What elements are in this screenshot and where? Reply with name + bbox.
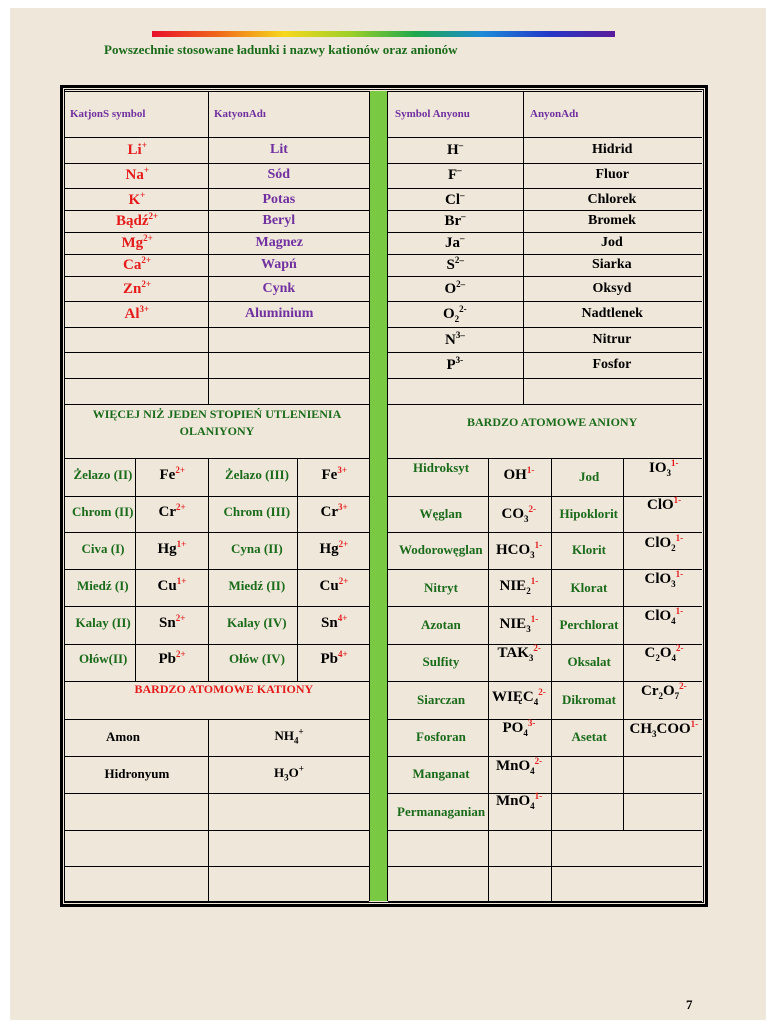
grid-line bbox=[551, 458, 552, 901]
anion-symbol: $N^{3-}$ bbox=[445, 330, 465, 348]
header-cation-name: KatyonAdı bbox=[214, 108, 266, 120]
cation-name: Potas bbox=[262, 192, 296, 207]
grid-line bbox=[65, 163, 369, 164]
grid-line bbox=[388, 458, 702, 459]
cation-symbol: K+ bbox=[128, 190, 146, 208]
metal-ion: $Hg^{2+}$ bbox=[319, 539, 349, 557]
poly-anion-formula: ClO$_3^{1-}$ bbox=[644, 569, 684, 589]
anion-symbol: Ja– bbox=[445, 233, 465, 251]
grid-line bbox=[623, 458, 624, 830]
grid-line bbox=[388, 830, 702, 831]
anion-name: Nadtlenek bbox=[581, 306, 643, 321]
grid-line bbox=[65, 404, 369, 405]
anion-symbol: $P^{3-}$ bbox=[446, 355, 464, 373]
grid-line bbox=[388, 232, 702, 233]
grid-line bbox=[65, 866, 369, 867]
grid-line bbox=[65, 210, 369, 211]
grid-line bbox=[65, 327, 369, 328]
poly-anion-formula: $TAK_3^{2-}$ bbox=[497, 643, 541, 663]
anion-symbol: Br– bbox=[444, 211, 466, 229]
grid-line bbox=[65, 793, 369, 794]
cation-name: Wapń bbox=[261, 257, 297, 272]
page-title: Powszechnie stosowane ładunki i nazwy kationów oraz anionów bbox=[104, 42, 458, 57]
metal-ion: $Pb^{2+}$ bbox=[158, 649, 186, 667]
header-cation-symbol: KatjonS symbol bbox=[70, 108, 146, 120]
poly-anion-formula: $NIE_2^{1-}$ bbox=[499, 576, 539, 596]
poly-anion-name: Permanaganian bbox=[397, 804, 486, 819]
poly-cation-name: Amon bbox=[106, 729, 140, 744]
poly-anion-formula: $WIĘC_4^{2-}$ bbox=[492, 687, 546, 707]
grid-line bbox=[65, 188, 369, 189]
metal-name: Civa (I) bbox=[81, 541, 125, 556]
anion-name: Nitrur bbox=[592, 332, 632, 347]
grid-line bbox=[388, 719, 702, 720]
poly-anion-name: Hidroksyt bbox=[413, 460, 470, 475]
metal-ion: $Cr^{3+}$ bbox=[320, 502, 348, 520]
metal-ion: $Cu^{2+}$ bbox=[319, 576, 349, 594]
cation-symbol: $Mg^{2+}$ bbox=[121, 233, 153, 251]
grid-line bbox=[208, 91, 209, 404]
grid-line bbox=[388, 254, 702, 255]
grid-line bbox=[65, 830, 369, 831]
grid-line bbox=[388, 276, 702, 277]
grid-line bbox=[388, 901, 702, 902]
grid-line bbox=[65, 569, 369, 570]
poly-anion-formula: MnO$_4^{1-}$ bbox=[496, 791, 543, 811]
anion-name: Chlorek bbox=[587, 192, 637, 207]
anion-name: Hidrid bbox=[592, 142, 633, 157]
page-number: 7 bbox=[686, 997, 693, 1012]
poly-anion-formula: $CO_3^{2-}$ bbox=[501, 504, 536, 524]
poly-anion-formula: $HCO_3^{1-}$ bbox=[496, 540, 543, 560]
anion-symbol: Cl– bbox=[445, 190, 465, 208]
grid-line bbox=[488, 458, 489, 901]
poly-anion-name: Asetat bbox=[571, 729, 607, 744]
poly-anion-name: Dikromat bbox=[562, 692, 616, 707]
metal-name: Ołów (IV) bbox=[229, 651, 285, 666]
poly-anion-name: Perchlorat bbox=[559, 617, 619, 632]
anion-symbol: $O_2^{2-}$ bbox=[443, 304, 467, 324]
poly-anion-name: Nitryt bbox=[424, 580, 458, 595]
grid-line bbox=[65, 254, 369, 255]
poly-anion-name: Siarczan bbox=[417, 692, 466, 707]
poly-anions-heading: BARDZO ATOMOWE ANIONY bbox=[467, 415, 638, 429]
grid-line bbox=[208, 458, 209, 681]
metal-ion: $Sn^{2+}$ bbox=[159, 613, 186, 631]
poly-anion-formula: ClO$_2^{1-}$ bbox=[644, 533, 684, 553]
grid-line bbox=[65, 756, 369, 757]
cation-name: Aluminium bbox=[245, 306, 314, 321]
poly-anion-name: Oksalat bbox=[567, 654, 611, 669]
poly-anion-formula: $C_2O_4^{2-}$ bbox=[644, 643, 684, 663]
metal-name: Żelazo (III) bbox=[225, 467, 289, 482]
anion-symbol: H– bbox=[447, 140, 464, 158]
grid-line bbox=[523, 91, 524, 404]
poly-anion-name: Manganat bbox=[412, 766, 470, 781]
grid-line bbox=[388, 188, 702, 189]
cation-symbol: $Zn^{2+}$ bbox=[123, 279, 151, 297]
cation-name: Lit bbox=[270, 142, 288, 157]
cation-symbol: Li+ bbox=[127, 140, 147, 158]
grid-line bbox=[388, 352, 702, 353]
header-anion-symbol: Symbol Anyonu bbox=[395, 108, 470, 120]
grid-line bbox=[65, 644, 369, 645]
grid-line bbox=[388, 91, 702, 92]
poly-anion-formula: ClO$^{1-}$ bbox=[647, 495, 682, 513]
metal-name: Żelazo (II) bbox=[73, 467, 133, 482]
poly-anion-formula: $NIE_3^{1-}$ bbox=[499, 614, 539, 634]
poly-anion-name: Wodorowęglan bbox=[399, 542, 483, 557]
poly-cation-formula: $NH_4^+$ bbox=[274, 726, 304, 746]
anion-name: Oksyd bbox=[592, 281, 632, 296]
grid-line bbox=[388, 681, 702, 682]
poly-anion-formula: MnO$_4^{2-}$ bbox=[496, 756, 543, 776]
metal-name: Miedź (II) bbox=[228, 578, 286, 593]
grid-line bbox=[388, 378, 702, 379]
grid-line bbox=[65, 606, 369, 607]
grid-line bbox=[65, 91, 369, 92]
grid-line bbox=[65, 301, 369, 302]
poly-anion-name: Sulfity bbox=[422, 654, 460, 669]
metal-ion: $Sn^{4+}$ bbox=[321, 613, 348, 631]
metal-ion: $Hg^{1+}$ bbox=[157, 539, 187, 557]
anion-symbol: $O^{2-}$ bbox=[444, 279, 466, 297]
grid-line bbox=[388, 210, 702, 211]
grid-line bbox=[65, 276, 369, 277]
poly-cation-name: Hidronyum bbox=[104, 766, 170, 781]
grid-line bbox=[388, 866, 702, 867]
grid-line bbox=[65, 458, 369, 459]
anion-symbol: F– bbox=[448, 165, 462, 183]
poly-anion-formula: $CH_3COO^{1-}$ bbox=[629, 719, 699, 739]
anion-name: Jod bbox=[601, 235, 623, 250]
metal-name: Miedź (I) bbox=[77, 578, 129, 593]
cation-symbol: Na+ bbox=[125, 165, 149, 183]
metal-name: Ołów(II) bbox=[79, 651, 128, 666]
grid-line bbox=[388, 137, 702, 138]
poly-anion-name: Azotan bbox=[421, 617, 461, 632]
anion-name: Siarka bbox=[592, 257, 632, 272]
anion-symbol: $S^{2-}$ bbox=[446, 255, 464, 273]
poly-anion-formula: $IO_3^{1-}$ bbox=[649, 458, 679, 478]
poly-cations-heading: BARDZO ATOMOWE KATIONY bbox=[134, 682, 314, 696]
grid-line bbox=[388, 606, 702, 607]
poly-anion-formula: $OH^{1-}$ bbox=[503, 465, 535, 483]
cation-symbol: Bądź$^{2+}$ bbox=[116, 211, 159, 229]
cation-name: Cynk bbox=[262, 281, 296, 296]
metal-name: Chrom (II) bbox=[72, 504, 134, 519]
poly-anion-name: Węglan bbox=[419, 506, 463, 521]
anion-name: Bromek bbox=[588, 213, 636, 228]
anion-name: Fosfor bbox=[592, 357, 632, 372]
poly-anion-name: Jod bbox=[579, 469, 600, 484]
metal-ion: $Cu^{1+}$ bbox=[157, 576, 187, 594]
grid-line bbox=[388, 793, 702, 794]
grid-line bbox=[65, 496, 369, 497]
grid-line bbox=[65, 532, 369, 533]
metal-name: Cyna (II) bbox=[231, 541, 283, 556]
cation-name: Magnez bbox=[255, 235, 303, 250]
grid-line bbox=[65, 352, 369, 353]
grid-line bbox=[388, 532, 702, 533]
poly-anion-name: Klorit bbox=[572, 542, 606, 557]
cation-symbol: $Ca^{2+}$ bbox=[123, 255, 151, 273]
green-separator bbox=[369, 91, 388, 901]
grid-line bbox=[135, 458, 136, 681]
poly-anion-formula: $Cr_2O_7^{2-}$ bbox=[641, 681, 687, 701]
poly-cation-formula: $H_3O^+$ bbox=[274, 763, 304, 783]
grid-line bbox=[208, 719, 209, 901]
multi-oxidation-heading: WIĘCEJ NIŻ JEDEN STOPIEŃ UTLENIENIA OLANIYONY bbox=[92, 407, 342, 438]
metal-ion: $Fe^{2+}$ bbox=[159, 465, 185, 483]
grid-line bbox=[388, 569, 702, 570]
grid-line bbox=[388, 163, 702, 164]
anion-name: Fluor bbox=[595, 167, 629, 182]
metal-name: Kalay (II) bbox=[75, 615, 131, 630]
poly-anion-name: Hipoklorit bbox=[559, 506, 619, 521]
poly-anion-name: Klorat bbox=[570, 580, 608, 595]
grid-line bbox=[65, 901, 369, 902]
metal-name: Chrom (III) bbox=[223, 504, 291, 519]
poly-anion-formula: ClO$_4^{1-}$ bbox=[644, 606, 684, 626]
grid-line bbox=[65, 232, 369, 233]
grid-line bbox=[388, 756, 702, 757]
grid-line bbox=[388, 327, 702, 328]
cation-name: Sód bbox=[267, 167, 291, 182]
poly-anion-name: Fosforan bbox=[416, 729, 466, 744]
metal-ion: $Cr^{2+}$ bbox=[158, 502, 186, 520]
metal-ion: $Fe^{3+}$ bbox=[321, 465, 347, 483]
poly-anion-formula: $PO_4^{3-}$ bbox=[502, 718, 536, 738]
grid-line bbox=[65, 378, 369, 379]
cation-name: Beryl bbox=[262, 213, 296, 228]
grid-line bbox=[388, 301, 702, 302]
metal-ion: $Pb^{4+}$ bbox=[320, 649, 348, 667]
header-anion-name: AnyonAdı bbox=[530, 108, 579, 120]
cation-symbol: $Al^{3+}$ bbox=[124, 304, 150, 322]
grid-line bbox=[65, 719, 369, 720]
grid-line bbox=[297, 458, 298, 681]
rainbow-divider bbox=[152, 31, 615, 37]
grid-line bbox=[388, 404, 702, 405]
grid-line bbox=[65, 137, 369, 138]
metal-name: Kalay (IV) bbox=[227, 615, 287, 630]
